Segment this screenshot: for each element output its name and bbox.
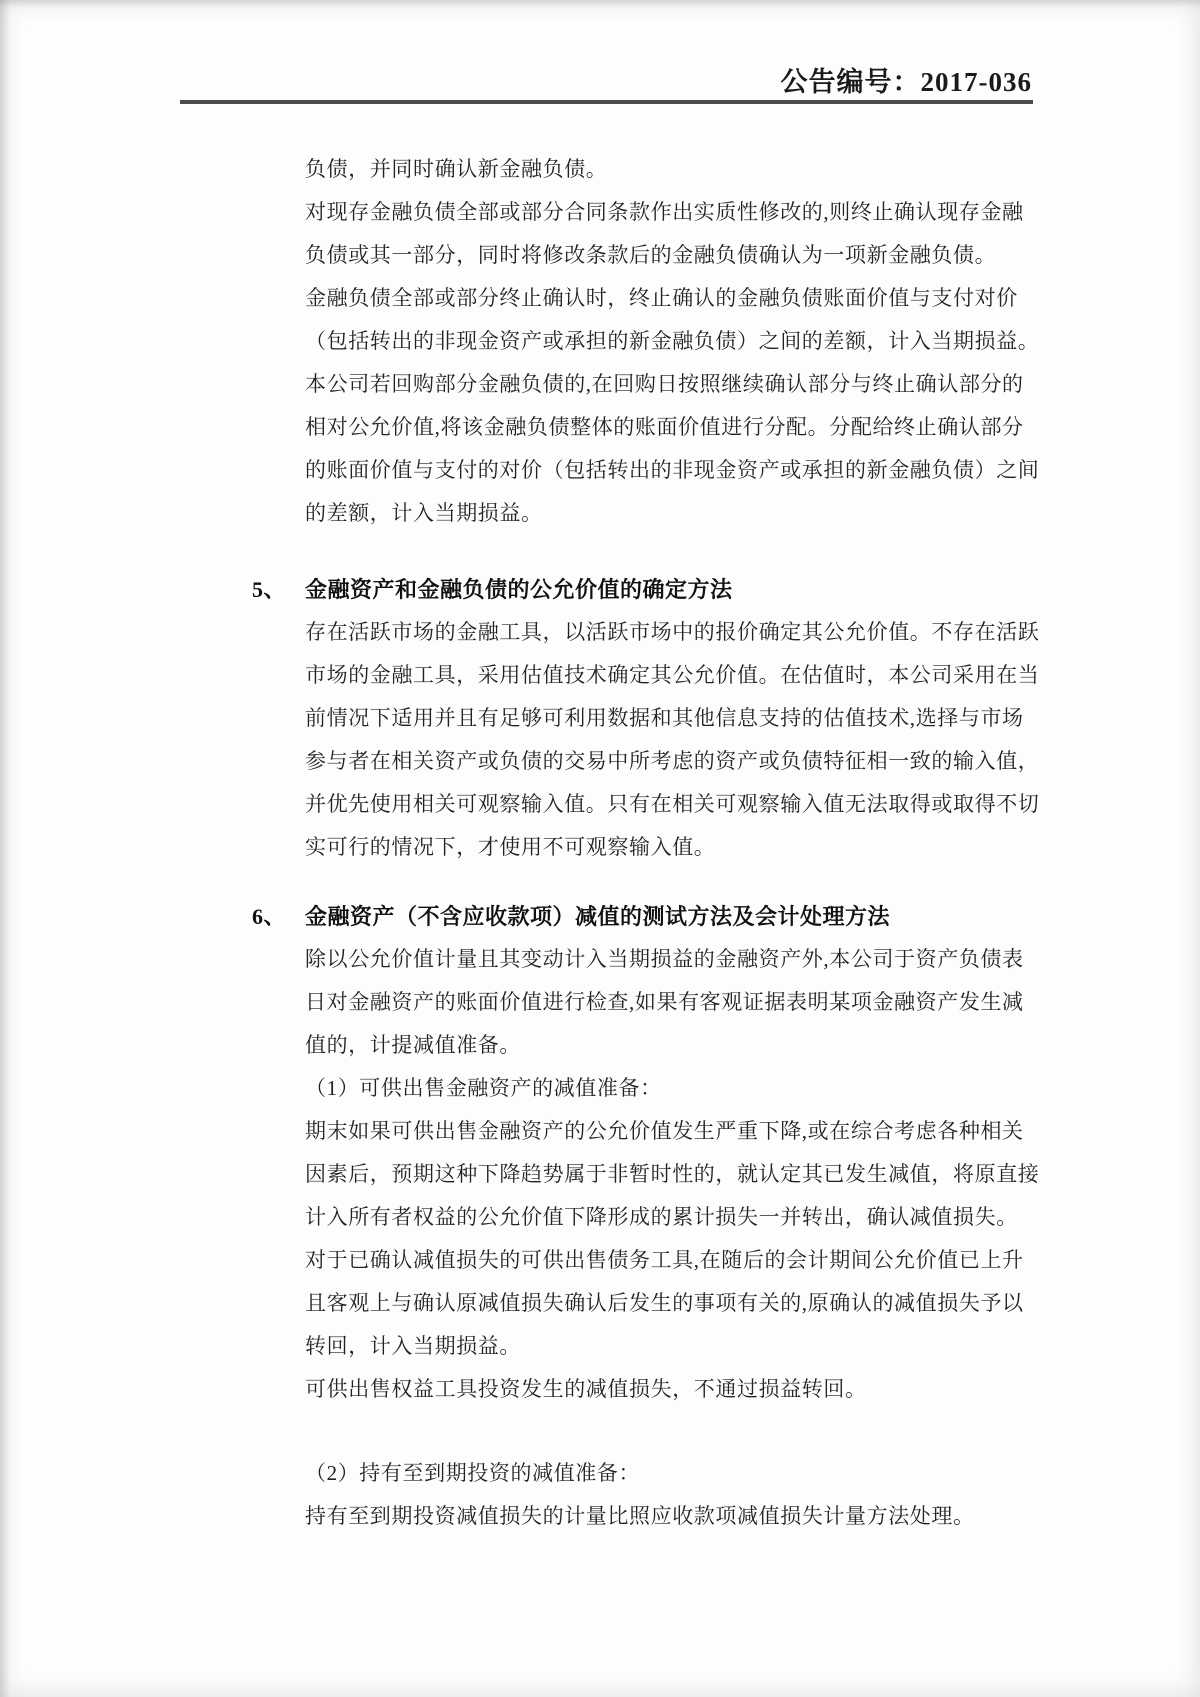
paragraph-line: 持有至到期投资减值损失的计量比照应收款项减值损失计量方法处理。	[305, 1504, 975, 1528]
paragraph-line: 转回，计入当期损益。	[305, 1334, 521, 1358]
paragraph-line: 金融负债全部或部分终止确认时，终止确认的金融负债账面价值与支付对价	[305, 286, 1018, 310]
section-number: 5、	[252, 577, 287, 602]
list-item-2-label: （2）持有至到期投资的减值准备：	[305, 1461, 641, 1485]
paragraph-line: 对现存金融负债全部或部分合同条款作出实质性修改的,则终止确认现存金融	[305, 200, 1024, 224]
paragraph-line: 市场的金融工具，采用估值技术确定其公允价值。在估值时，本公司采用在当	[305, 663, 1040, 687]
paragraph-line: 实可行的情况下，才使用不可观察输入值。	[305, 835, 716, 859]
scan-edge-shadow-top	[0, 0, 1200, 8]
header-divider	[180, 100, 1033, 104]
document-body	[0, 148, 1200, 1538]
paragraph-line: 的账面价值与支付的对价（包括转出的非现金资产或承担的新金融负债）之间	[305, 458, 1040, 482]
section-number: 6、	[252, 904, 287, 929]
paragraph-line: 存在活跃市场的金融工具，以活跃市场中的报价确定其公允价值。不存在活跃	[305, 620, 1040, 644]
paragraph-line: 且客观上与确认原减值损失确认后发生的事项有关的,原确认的减值损失予以	[305, 1291, 1024, 1315]
paragraph-line: 参与者在相关资产或负债的交易中所考虑的资产或负债特征相一致的输入值，	[305, 749, 1040, 773]
paragraph-line: 并优先使用相关可观察输入值。只有在相关可观察输入值无法取得或取得不切	[305, 792, 1040, 816]
paragraph-line: 计入所有者权益的公允价值下降形成的累计损失一并转出，确认减值损失。	[305, 1205, 1018, 1229]
section-heading-6	[252, 895, 1200, 938]
paragraph-line: 因素后，预期这种下降趋势属于非暂时性的，就认定其已发生减值，将原直接	[305, 1162, 1040, 1186]
section-title: 金融资产（不含应收款项）减值的测试方法及会计处理方法	[305, 904, 891, 929]
paragraph-line: 的差额，计入当期损益。	[305, 501, 543, 525]
paragraph-line: 可供出售权益工具投资发生的减值损失，不通过损益转回。	[305, 1377, 867, 1401]
paragraph-line: 前情况下适用并且有足够可利用数据和其他信息支持的估值技术,选择与市场	[305, 706, 1024, 730]
section-title: 金融资产和金融负债的公允价值的确定方法	[305, 577, 733, 602]
paragraph-line: （包括转出的非现金资产或承担的新金融负债）之间的差额，计入当期损益。	[305, 329, 1040, 353]
list-item-1-label: （1）可供出售金融资产的减值准备：	[305, 1076, 662, 1100]
paragraph-line: 负债或其一部分，同时将修改条款后的金融负债确认为一项新金融负债。	[305, 243, 997, 267]
paragraph-line: 日对金融资产的账面价值进行检查,如果有客观证据表明某项金融资产发生减	[305, 990, 1024, 1014]
paragraph-line: 值的，计提减值准备。	[305, 1033, 521, 1057]
paragraph-line: 对于已确认减值损失的可供出售债务工具,在随后的会计期间公允价值已上升	[305, 1248, 1024, 1272]
paragraph-line: 除以公允价值计量且其变动计入当期损益的金融资产外,本公司于资产负债表	[305, 947, 1024, 971]
section-heading-5	[252, 568, 1200, 611]
paragraph-line: 期末如果可供出售金融资产的公允价值发生严重下降,或在综合考虑各种相关	[305, 1119, 1024, 1143]
paragraph-line: 相对公允价值,将该金融负债整体的账面价值进行分配。分配给终止确认部分	[305, 415, 1024, 439]
announcement-number: 公告编号：2017-036	[780, 67, 1032, 97]
paragraph-line: 负债，并同时确认新金融负债。	[305, 157, 608, 181]
paragraph-line: 本公司若回购部分金融负债的,在回购日按照继续确认部分与终止确认部分的	[305, 372, 1024, 396]
